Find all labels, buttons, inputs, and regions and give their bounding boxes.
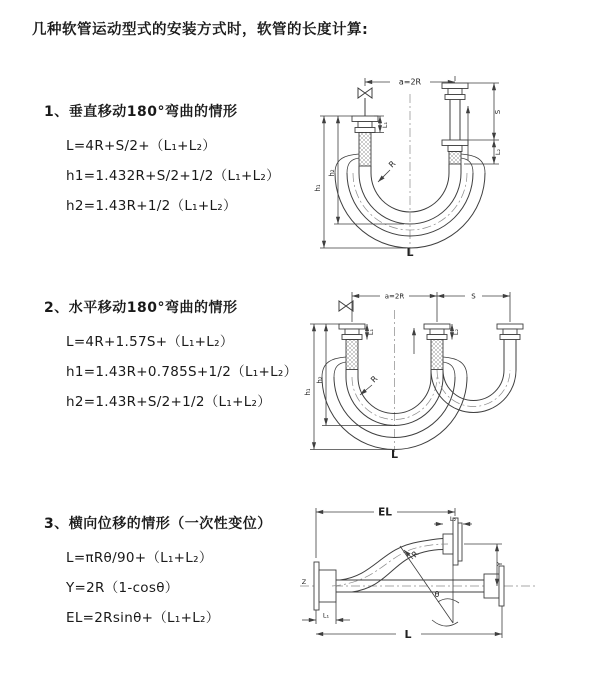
section-2-formulas	[66, 327, 297, 417]
dim-label-length: L	[404, 628, 412, 641]
dim-label-a2r: a=2R	[384, 292, 405, 301]
dim-label-l1: L₁	[322, 611, 330, 620]
hose-curve-shifted	[443, 358, 504, 401]
dim-label-el: EL	[378, 506, 392, 519]
dim-label-l2: L₂	[452, 328, 460, 336]
dim-label-l2: L₂	[449, 515, 457, 523]
dim-label-radius: R	[409, 549, 421, 560]
braided-hose	[449, 152, 461, 165]
formula-line: EL=2Rsinθ+（L₁+L₂）	[66, 610, 220, 626]
section-1-formulas	[66, 131, 280, 221]
flange-neck	[358, 122, 372, 128]
section-horizontal-movement	[44, 298, 297, 417]
formula-line: L=πRθ/90+（L₁+L₂）	[66, 550, 213, 566]
extension-lines	[352, 292, 510, 322]
braided-hose	[359, 133, 371, 167]
angle-arc	[432, 620, 458, 626]
dim-label-s: S	[471, 292, 476, 301]
formula-line: h2=1.43R+1/2（L₁+L₂）	[66, 198, 237, 214]
angle-arc	[438, 599, 459, 603]
flange-plate	[458, 523, 462, 561]
section-1-heading: 1、垂直移动180°弯曲的情形	[44, 104, 238, 120]
section-3-formulas	[66, 543, 272, 633]
formula-line: Y=2R（1-cosθ）	[66, 580, 179, 596]
valve-icon	[358, 88, 372, 116]
axis-marker: Z	[301, 578, 307, 586]
pipe	[450, 100, 460, 141]
flange	[442, 140, 468, 146]
section-vertical-movement	[44, 102, 280, 221]
flange-stack-right	[497, 324, 523, 358]
dim-label-h2: h₂	[316, 376, 324, 384]
radius-leader	[360, 385, 372, 395]
flange-neck	[448, 89, 462, 95]
angle-label-theta: θ	[434, 590, 440, 599]
dim-label-radius: R	[369, 374, 380, 385]
flange-plate	[499, 566, 504, 606]
flange	[352, 116, 378, 122]
dim-label-l1: L₁	[381, 121, 389, 129]
page-title: 几种软管运动型式的安装方式时，软管的长度计算:	[32, 22, 369, 38]
section-2-heading: 2、水平移动180°弯曲的情形	[44, 300, 238, 316]
section-lateral-displacement	[44, 514, 272, 633]
flange-plate	[453, 518, 458, 565]
dim-label-s: S	[494, 109, 502, 115]
dim-label-l1: L₁	[367, 328, 375, 336]
diagram-horizontal-180-bend	[300, 282, 580, 460]
formula-line: L=4R+S/2+（L₁+L₂）	[66, 138, 217, 154]
radius-leader	[378, 170, 390, 182]
formula-line: h1=1.432R+S/2+1/2（L₁+L₂）	[66, 168, 280, 184]
dim-label-length: L	[406, 246, 414, 258]
formula-line: L=4R+1.57S+（L₁+L₂）	[66, 334, 234, 350]
valve-icon	[339, 301, 353, 311]
formula-line: h1=1.43R+0.785S+1/2（L₁+L₂）	[66, 364, 298, 380]
section-3-heading: 3、横向位移的情形（一次性变位）	[44, 516, 272, 532]
dim-label-length: L	[390, 448, 399, 460]
construction-lines	[400, 546, 453, 623]
dim-label-h1: h₁	[304, 388, 312, 396]
dim-label-h1: h₁	[314, 184, 322, 192]
hose-curve-shifted	[431, 358, 516, 413]
dim-label-h2: h₂	[328, 169, 336, 177]
flange	[442, 83, 468, 89]
formula-line: h2=1.43R+S/2+1/2（L₁+L₂）	[66, 394, 272, 410]
dim-label-a2r: a=2R	[398, 77, 422, 87]
diagram-lateral-displacement	[296, 498, 586, 653]
hose-centerline	[437, 370, 510, 407]
dim-label-radius: R	[387, 159, 398, 170]
flange	[355, 128, 375, 133]
diagram-vertical-180-bend	[308, 68, 558, 258]
dim-label-l2: L₂	[494, 148, 502, 156]
flange	[445, 95, 465, 100]
flange-plate	[314, 562, 319, 610]
hose-curve	[340, 539, 443, 581]
dim-label-y: Y	[496, 561, 504, 567]
flange-neck	[448, 146, 462, 152]
